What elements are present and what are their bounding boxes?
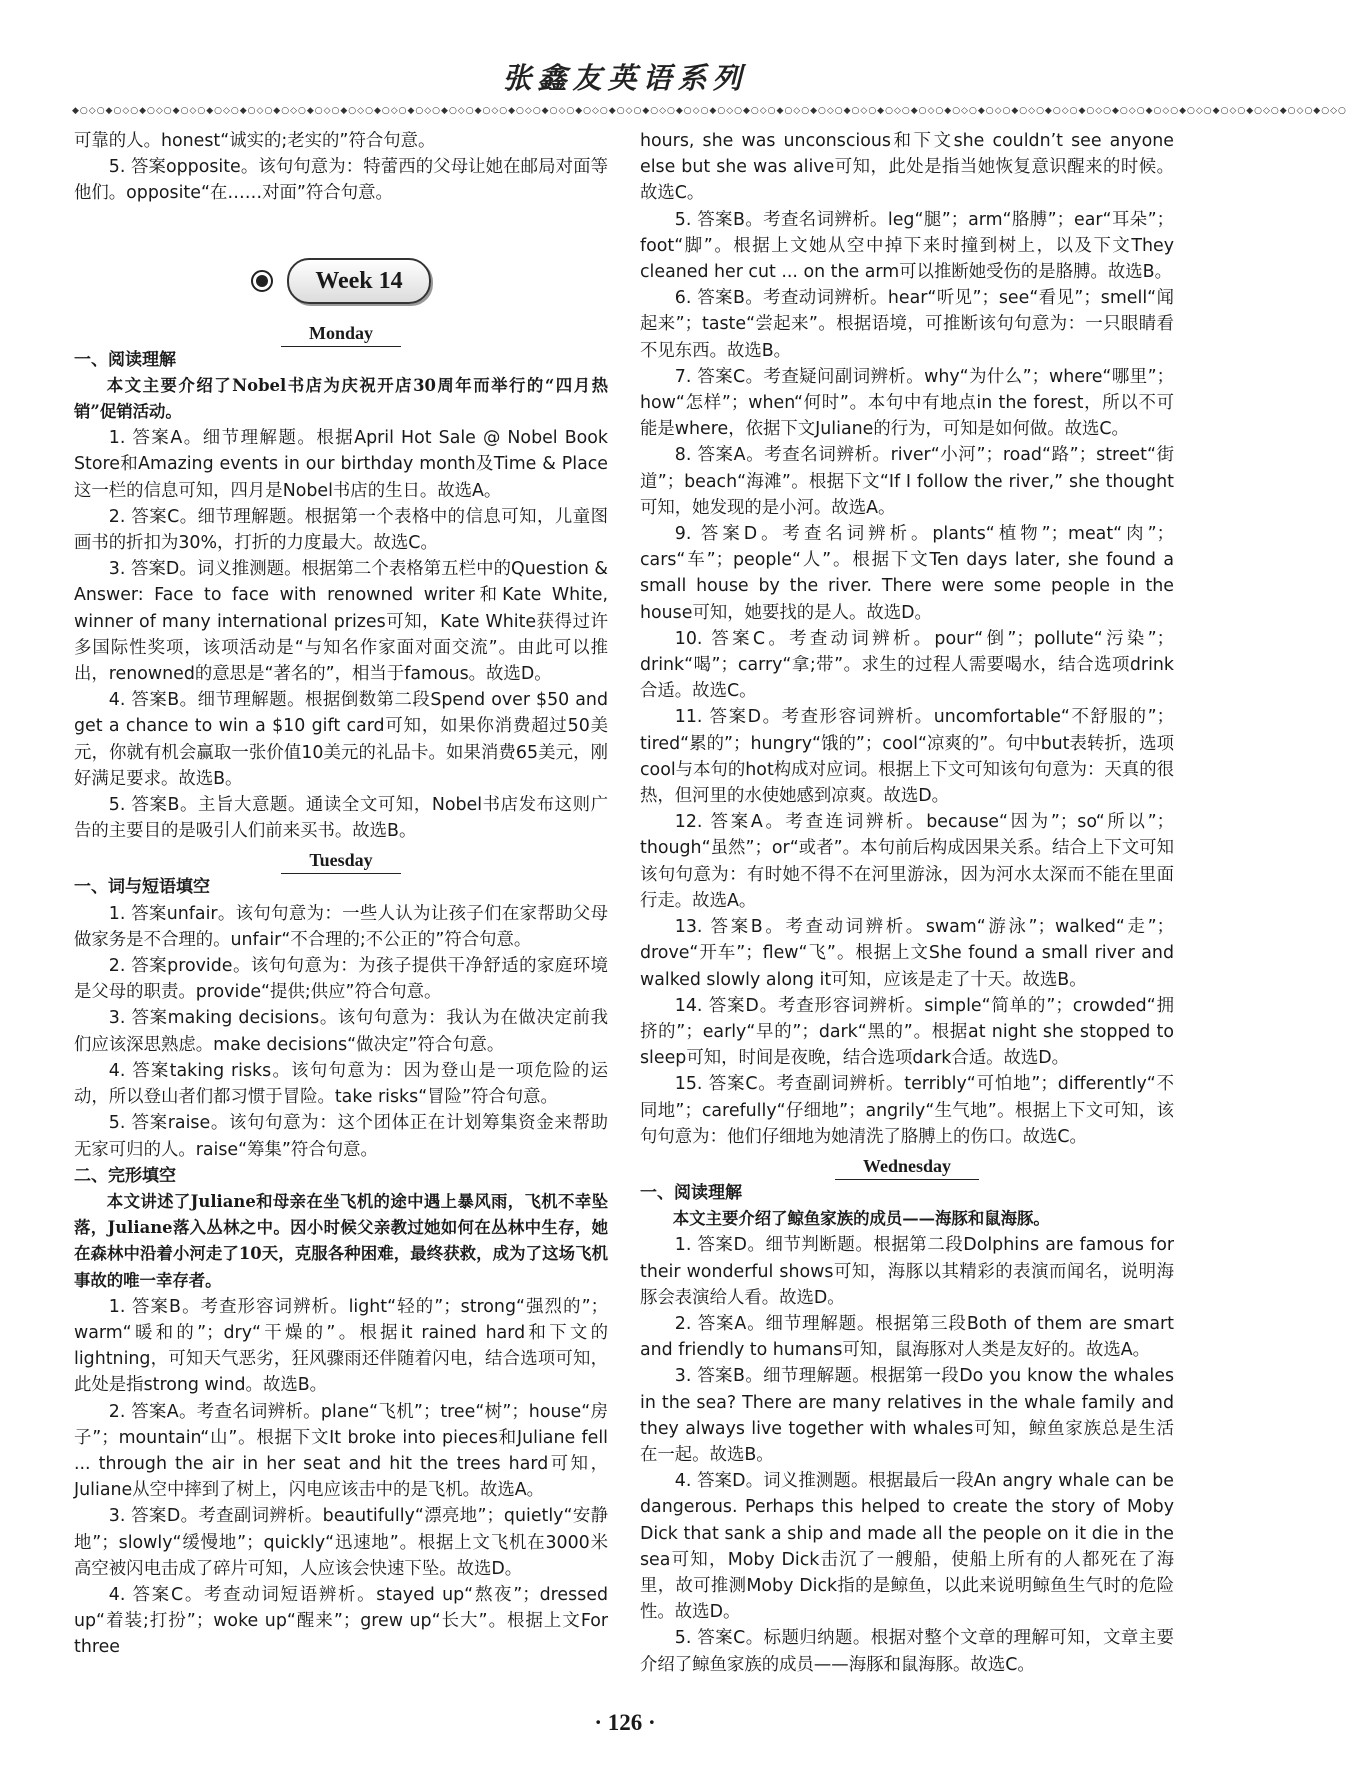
section-heading: 一、阅读理解: [640, 1182, 742, 1203]
answer-item: 1. 答案B。考查形容词辨析。light“轻的”；strong“强烈的”；warm“暖和的”；dry“干燥的”。根据it rained hard和下文的lightning，可知天气恶劣，狂风骤雨还伴随着闪电，结合选项可知，此处是指strong wind。故选B。: [74, 1296, 608, 1396]
continued-answer: 可靠的人。honest“诚实的;老实的”符合句意。: [74, 131, 436, 151]
answer-item: 3. 答案D。考查副词辨析。beautifully“漂亮地”；quietly“安静地”；slowly“缓慢地”；quickly“迅速地”。根据上文飞机在3000米高空被闪电击成了碎片可知，人应该会快速下坠。故选D。: [74, 1506, 608, 1579]
answer-item: 2. 答案A。考查名词辨析。plane“飞机”；tree“树”；house“房子”；mountain“山”。根据下文It broke into pieces和Juliane fell ... through the air in her seat and hit the trees hard可知，Juliane从空中摔到了树上，闪电应该击中的是飞机。故选A。: [74, 1401, 608, 1501]
answer-item: 6. 答案B。考查动词辨析。hear“听见”；see“看见”；smell“闻起来”；taste“尝起来”。根据语境，可推断该句句意为：一只眼睛看不见东西。故选B。: [640, 288, 1174, 361]
answer-item: 9. 答案D。考查名词辨析。plants“植物”；meat“肉”；cars“车”；people“人”。根据下文Ten days later, she found a small house by the river. There were some people in the house可知，她要找的是人。故选D。: [640, 524, 1174, 623]
answer-item: 5. 答案raise。该句句意为：这个团体正在计划筹集资金来帮助无家可归的人。raise“筹集”符合句意。: [74, 1113, 608, 1160]
section-heading: 一、阅读理解: [74, 349, 176, 370]
answer-item: 8. 答案A。考查名词辨析。river“小河”；road“路”；street“街道”；beach“海滩”。根据下文“If I follow the river,” she thought可知，她发现的是小河。故选A。: [640, 445, 1174, 518]
section-heading: 二、完形填空: [74, 1165, 176, 1186]
answer-item: 4. 答案B。细节理解题。根据倒数第二段Spend over $50 and get a chance to win a $10 gift card可知，如果你消费超过50美元，你就有机会赢取一张价值10美元的礼品卡。如果消费65美元，刚好满足要求。故选B。: [74, 690, 608, 789]
answer-item: 5. 答案C。标题归纳题。根据对整个文章的理解可知，文章主要介绍了鲸鱼家族的成员——海豚和鼠海豚。故选C。: [640, 1628, 1174, 1675]
answer-item: 10. 答案C。考查动词辨析。pour“倒”；pollute“污染”；drink“喝”；carry“拿;带”。求生的过程人需要喝水，结合选项drink合适。故选C。: [640, 628, 1174, 702]
day-heading-wednesday: Wednesday: [640, 1154, 1174, 1180]
answer-item: 4. 答案D。词义推测题。根据最后一段An angry whale can be dangerous. Perhaps this helped to create the story of Moby Dick that sank a ship and made all the people on it die in the sea可知，Moby Dick击沉了一艘船，使船上所有的人都死在了海里，故可推测Moby Dick指的是鲸鱼，以此来说明鲸鱼生气时的危险性。故选D。: [640, 1471, 1174, 1623]
answer-item: 1. 答案D。细节判断题。根据第二段Dolphins are famous for their wonderful shows可知，海豚以其精彩的表演而闻名，说明海豚会表演给人看。故选D。: [640, 1235, 1174, 1308]
week-heading: [74, 257, 608, 305]
column-divider: [622, 128, 623, 1688]
passage-summary: 本文讲述了Juliane和母亲在坐飞机的途中遇上暴风雨，飞机不幸坠落，Juliane落入丛林之中。因小时候父亲教过她如何在丛林中生存，她在森林中沿着小河走了10天，克服各种困难，最终获救，成为了这场飞机事故的唯一幸存者。: [74, 1191, 608, 1290]
right-column: [640, 128, 1174, 1678]
series-title: 张鑫友英语系列: [502, 61, 748, 95]
answer-item: 1. 答案A。细节理解题。根据April Hot Sale @ Nobel Book Store和Amazing events in our birthday month及Time & Place这一栏的信息可知，四月是Nobel书店的生日。故选A。: [74, 428, 608, 501]
answer-item: 3. 答案making decisions。该句句意为：我认为在做决定前我们应该深思熟虑。make decisions“做决定”符合句意。: [74, 1008, 608, 1055]
answer-item: 7. 答案C。考查疑问副词辨析。why“为什么”；where“哪里”；how“怎样”；when“何时”。本句中有地点in the forest，所以不可能是where，依据下文Juliane的行为，可知是如何做。故选C。: [640, 366, 1174, 440]
week-label: Week 14: [287, 258, 430, 304]
page-number: · 126 ·: [594, 1710, 656, 1735]
answer-item: 2. 答案provide。该句句意为：为孩子提供干净舒适的家庭环境是父母的职责。provide“提供;供应”符合句意。: [74, 956, 608, 1003]
answer-item: 3. 答案B。细节理解题。根据第一段Do you know the whales in the sea? There are many relatives in the whale family and they always live together with whales可知，鲸鱼家族总是生活在一起。故选B。: [640, 1366, 1174, 1465]
section-heading: 一、词与短语填空: [74, 877, 210, 898]
answer-item: 11. 答案D。考查形容词辨析。uncomfortable“不舒服的”；tired“累的”；hungry“饿的”；cool“凉爽的”。句中but表转折，选项cool与本句的hot构成对应词。根据上下文可知该句句意为：天真的很热，但河里的水使她感到凉爽。故选D。: [640, 707, 1174, 807]
left-column: [74, 128, 608, 1661]
answer-item: 5. 答案opposite。该句句意为：特蕾西的父母让她在邮局对面等他们。opposite“在……对面”符合句意。: [74, 157, 608, 204]
answer-item: 13. 答案B。考查动词辨析。swam“游泳”；walked“走”；drove“开车”；flew“飞”。根据上文She found a small river and walked slowly along it可知，应该是走了十天。故选B。: [640, 917, 1174, 990]
answer-item: 15. 答案C。考查副词辨析。terribly“可怕地”；differently“不同地”；carefully“仔细地”；angrily“生气地”。根据上下文可知，该句句意为：他们仔细地为她清洗了胳膊上的伤口。故选C。: [640, 1074, 1174, 1147]
answer-item: 3. 答案D。词义推测题。根据第二个表格第五栏中的Question & Answer: Face to face with renowned writer和Kate White, winner of many international prizes可知，Kate White获得过许多国际性奖项，该项活动是“与知名作家面对面交流”。由此可以推出，renowned的意思是“著名的”，相当于famous。故选D。: [74, 559, 608, 685]
day-heading-tuesday: Tuesday: [74, 848, 608, 874]
answer-item: 5. 答案B。主旨大意题。通读全文可知，Nobel书店发布这则广告的主要目的是吸引人们前来买书。故选B。: [74, 795, 608, 842]
answer-item: 2. 答案A。细节理解题。根据第三段Both of them are smart and friendly to humans可知，鼠海豚对人类是友好的。故选A。: [640, 1313, 1174, 1361]
decorative-dot-divider: ◆○◇○◆○◇○◆○◇○◆○◇○◆○◇○◆○◇○◆○◇○◆○◇○◆○◇○◆○◇○◆○◇○◆○◇○◆○◇○◆○◇○◆○◇○◆○◇○◆○◇○◆○◇○◆○◇○◆○◇○◆○◇○◆○◇○◆○◇○◆○◇○◆○◇○◆○◇○◆○◇○◆○◇○◆○◇○◆○◇○◆○◇○◆○◇○◆○◇○◆○◇○◆○◇○◆○◇○◆○◇○◆○◇○: [72, 106, 1347, 116]
day-heading-monday: Monday: [74, 321, 608, 347]
answer-item: 12. 答案A。考查连词辨析。because“因为”；so“所以”；though“虽然”；or“或者”。本句前后构成因果关系。结合上下文可知该句句意为：有时她不得不在河里游泳，因为河水太深而不能在里面行走。故选A。: [640, 812, 1174, 911]
answer-item: 14. 答案D。考查形容词辨析。simple“简单的”；crowded“拥挤的”；early“早的”；dark“黑的”。根据at night she stopped to sleep可知，时间是夜晚，结合选项dark合适。故选D。: [640, 995, 1174, 1069]
answer-item: 5. 答案B。考查名词辨析。leg“腿”；arm“胳膊”；ear“耳朵”；foot“脚”。根据上文她从空中掉下来时撞到树上，以及下文They cleaned her cut ... on the arm可以推断她受伤的是胳膊。故选B。: [640, 209, 1174, 283]
answer-item: 4. 答案C。考查动词短语辨析。stayed up“熬夜”；dressed up“着装;打扮”；woke up“醒来”；grew up“长大”。根据上文For three: [74, 1584, 608, 1658]
passage-summary: 本文主要介绍了鲸鱼家族的成员——海豚和鼠海豚。: [672, 1209, 1050, 1229]
answer-item: 4. 答案taking risks。该句句意为：因为登山是一项危险的运动，所以登山者们都习惯于冒险。take risks“冒险”符合句意。: [74, 1060, 608, 1108]
answer-item: 2. 答案C。细节理解题。根据第一个表格中的信息可知，儿童图画书的折扣为30%，打折的力度最大。故选C。: [74, 506, 608, 554]
answer-item: 1. 答案unfair。该句句意为：一些人认为让孩子们在家帮助父母做家务是不合理的。unfair“不合理的;不公正的”符合句意。: [74, 903, 608, 950]
passage-summary: 本文主要介绍了Nobel书店为庆祝开店30周年而举行的“四月热销”促销活动。: [74, 375, 608, 422]
continued-answer: hours, she was unconscious和下文she couldn’t see anyone else but she was alive可知，此处是指当她恢复意识醒来的时候。故选C。: [640, 131, 1174, 204]
target-bullet-icon: [251, 270, 273, 292]
